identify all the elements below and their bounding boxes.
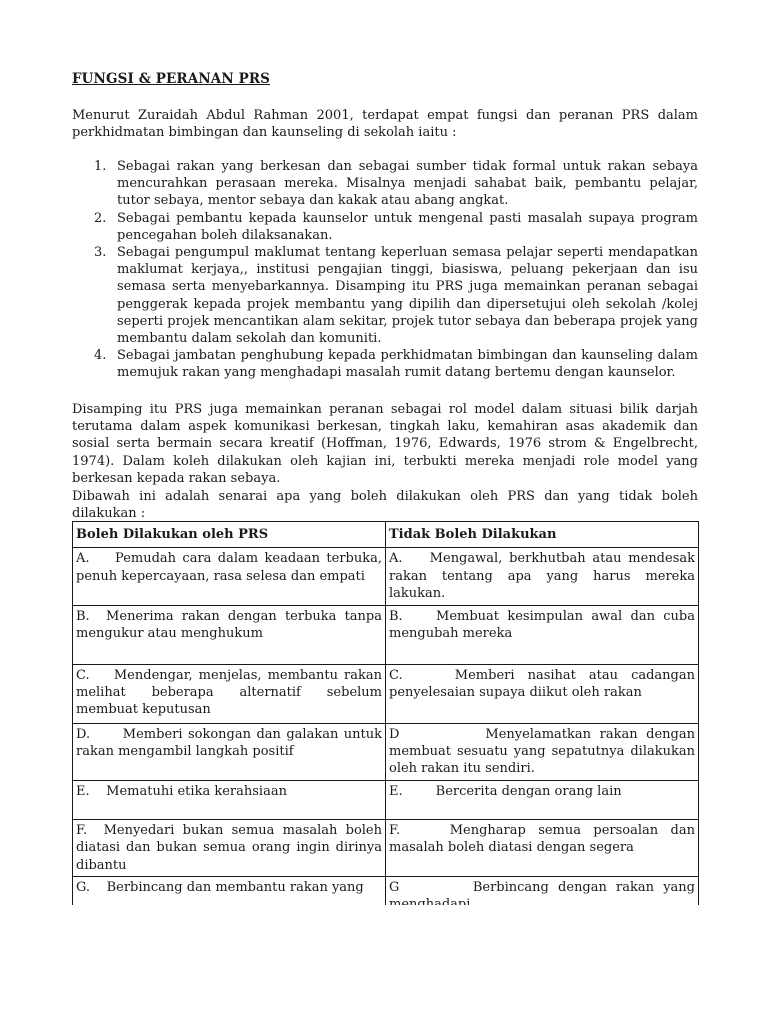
list-number: 2. (94, 210, 107, 226)
list-number: 3. (94, 245, 107, 261)
table-cell: A. Pemudah cara dalam keadaan terbuka, penuh kepercayaan, rasa selesa dan empati (73, 548, 386, 605)
header-can-do: Boleh Dilakukan oleh PRS (73, 522, 386, 548)
role-model-paragraph: Disamping itu PRS juga memainkan peranan sebagai rol model dalam situasi bilik darjah terutama dalam aspek komunikasi berkesan, tingkah laku, kemahiran asas akademik dan sosial serta bermain secara kreatif (Hoffman, 1976, Edwards, 1976 strom & Engelbrecht, 1974). Dalam koleh dilakukan oleh kajian ini, terbukti mereka menjadi role model yang berkesan kepada rakan sebaya. (72, 402, 698, 486)
table-row (73, 819, 699, 876)
functions-list (72, 158, 698, 382)
list-item (72, 347, 698, 381)
table-cell: E. Bercerita dengan orang lain (386, 780, 699, 819)
table-row (73, 664, 699, 723)
list-item (72, 158, 698, 210)
list-item-text: Sebagai rakan yang berkesan dan sebagai sumber tidak formal untuk rakan sebaya mencurahkan perasaan mereka. Misalnya menjadi sahabat baik, pembantu pelajar, tutor sebaya, mentor sebaya dan kakak atau abang angkat. (117, 159, 698, 209)
document-title: FUNGSI & PERANAN PRS (72, 71, 270, 87)
table-cell: G. Berbincang dan membantu rakan yang (73, 877, 386, 917)
table-row (73, 548, 699, 605)
list-item (72, 210, 698, 244)
list-item-text: Sebagai pengumpul maklumat tentang keperluan semasa pelajar seperti mendapatkan maklumat kerjaya,, institusi pengajian tinggi, biasiswa, peluang pekerjaan dan isu semasa serta menyebarkannya. Disamping itu PRS juga memainkan peranan sebagai penggerak kepada projek membantu yang dipilih dan dipersetujui oleh sekolah /kolej seperti projek mencantikan alam sekitar, projek tutor sebaya dan beberapa projek yang membantu dalam sekolah dan komuniti. (117, 245, 698, 347)
list-number: 1. (94, 159, 107, 174)
table-cell: D. Memberi sokongan dan galakan untuk rakan mengambil langkah positif (73, 723, 386, 780)
table-row (73, 780, 699, 819)
list-item (72, 244, 698, 347)
table-cell: G Berbincang dengan rakan yang (386, 877, 699, 917)
table-cell: C. Mendengar, menjelas, membantu rakan melihat beberapa alternatif sebelum membuat keputusan (73, 664, 386, 723)
list-item-text: Sebagai jambatan penghubung kepada perkhidmatan bimbingan dan kaunseling dalam memujuk rakan yang menghadapi masalah rumit datang bertemu dengan kaunselor. (117, 348, 698, 381)
page-fold (0, 905, 768, 1024)
table-cell: C. Memberi nasihat atau cadangan penyelesaian supaya diikut oleh rakan (386, 664, 699, 723)
table-cell: B. Menerima rakan dengan terbuka tanpa mengukur atau menghukum (73, 605, 386, 664)
table-header-row (73, 522, 699, 548)
list-item-text: Sebagai pembantu kepada kaunselor untuk mengenal pasti masalah supaya program pencegahan boleh dilaksanakan. (117, 210, 698, 243)
table-intro: Dibawah ini adalah senarai apa yang boleh dilakukan oleh PRS dan yang tidak boleh dilakukan : (72, 489, 698, 522)
table-cell: E. Mematuhi etika kerahsiaan (73, 780, 386, 819)
table-cell: F. Mengharap semua persoalan dan masalah boleh diatasi dengan segera (386, 819, 699, 876)
table-cell: A. Mengawal, berkhutbah atau mendesak rakan tentang apa yang harus mereka lakukan. (386, 548, 699, 605)
table-cell: F. Menyedari bukan semua masalah boleh diatasi dan bukan semua orang ingin dirinya dibantu (73, 819, 386, 876)
dos-and-donts-table (72, 521, 699, 917)
intro-paragraph: Menurut Zuraidah Abdul Rahman 2001, terdapat empat fungsi dan peranan PRS dalam perkhidmatan bimbingan dan kaunseling di sekolah iaitu : (72, 108, 698, 141)
table-cell: B. Membuat kesimpulan awal dan cuba mengubah mereka (386, 605, 699, 664)
table-cell: D Menyelamatkan rakan dengan membuat sesuatu yang sepatutnya dilakukan oleh rakan itu sendiri. (386, 723, 699, 780)
header-cannot-do: Tidak Boleh Dilakukan (386, 522, 699, 548)
table-row (73, 605, 699, 664)
list-number: 4. (94, 348, 107, 364)
table-row (73, 723, 699, 780)
